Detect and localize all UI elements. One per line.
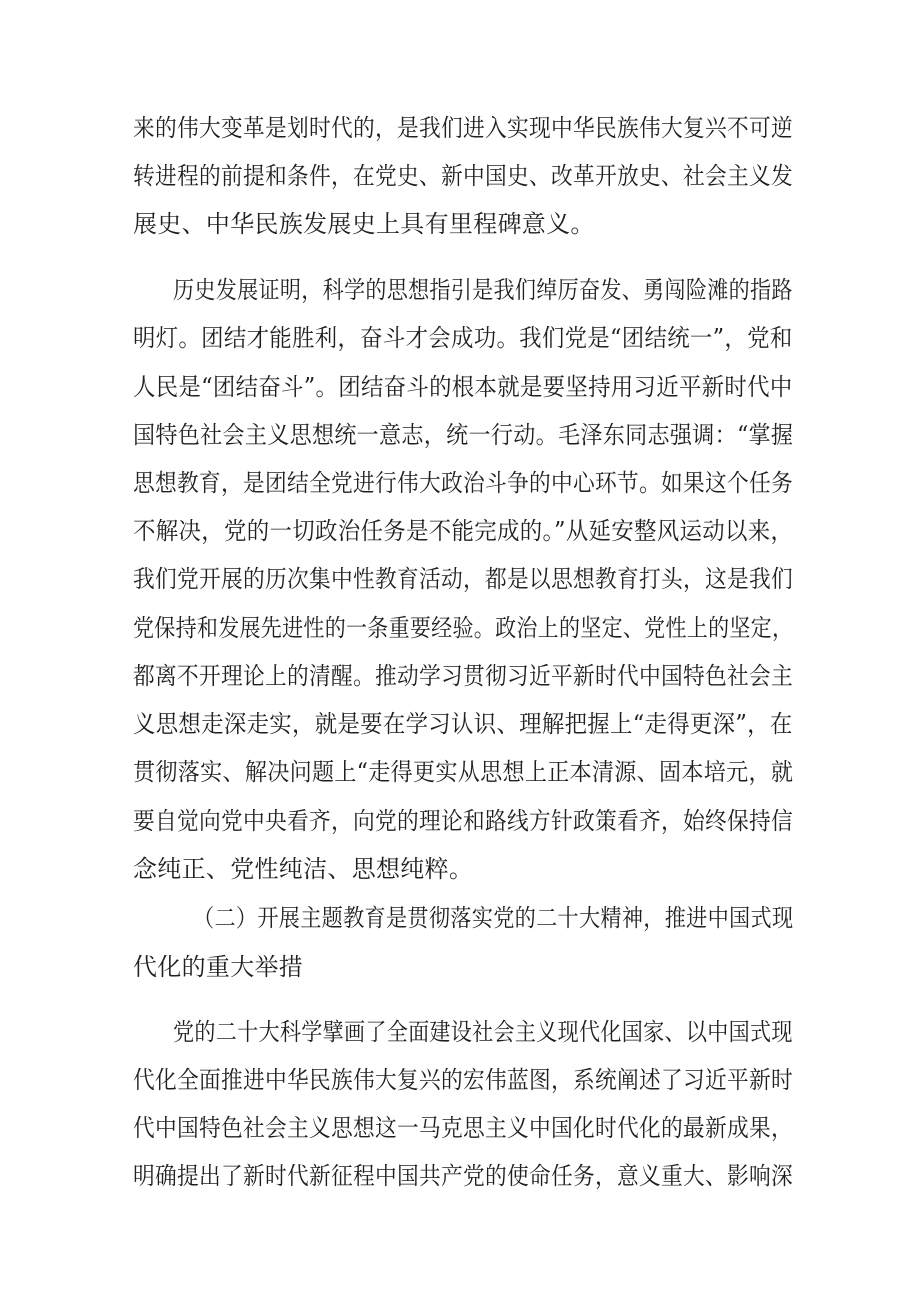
paragraph-2-line-13: 念纯正、党性纯洁、思想纯粹。 <box>133 855 474 883</box>
paragraph-2-line-12: 要自觉向党中央看齐，向党的理论和路线方针政策看齐，始终保持信 <box>133 807 793 835</box>
paragraph-2-line-6: 不解决，党的一切政治任务是不能完成的。”从延安整风运动以来， <box>133 517 794 545</box>
paragraph-2-line-10: 义思想走深走实，就是要在学习认识、理解把握上“走得更深”，在 <box>133 710 793 738</box>
paragraph-2-line-2: 明灯。团结才能胜利，奋斗才会成功。我们党是“团结统一”，党和 <box>133 324 793 352</box>
paragraph-2-line-4: 国特色社会主义思想统一意志，统一行动。毛泽东同志强调：“掌握 <box>133 421 794 449</box>
paragraph-2-line-7: 我们党开展的历次集中性教育活动，都是以思想教育打头，这是我们 <box>133 565 793 593</box>
paragraph-2-line-11: 贯彻落实、解决问题上“走得更实从思想上正本清源、固本培元，就 <box>133 758 794 786</box>
paragraph-3-line-1: 党的二十大科学擘画了全面建设社会主义现代化国家、以中国式现 <box>173 1018 793 1046</box>
paragraph-2-line-3: 人民是“团结奋斗”。团结奋斗的根本就是要坚持用习近平新时代中 <box>133 373 793 401</box>
section-heading-line-1: （二）开展主题教育是贯彻落实党的二十大精神，推进中国式现 <box>193 904 794 932</box>
paragraph-3-line-3: 代中国特色社会主义思想这一马克思主义中国化时代化的最新成果， <box>133 1114 793 1142</box>
paragraph-1-line-1: 来的伟大变革是划时代的，是我们进入实现中华民族伟大复兴不可逆 <box>133 114 793 142</box>
paragraph-2-line-9: 都离不开理论上的清醒。推动学习贯彻习近平新时代中国特色社会主 <box>133 662 793 690</box>
paragraph-1-line-2: 转进程的前提和条件，在党史、新中国史、改革开放史、社会主义发 <box>133 162 793 190</box>
paragraph-1-line-3: 展史、中华民族发展史上具有里程碑意义。 <box>133 210 595 238</box>
paragraph-2-line-1: 历史发展证明，科学的思想指引是我们绰厉奋发、勇闯险滩的指路 <box>173 276 793 304</box>
paragraph-3-line-4: 明确提出了新时代新征程中国共产党的使命任务，意义重大、影响深 <box>133 1162 793 1190</box>
paragraph-2-line-8: 党保持和发展先进性的一条重要经验。政治上的坚定、党性上的坚定， <box>133 614 794 642</box>
section-heading-line-2: 代化的重大举措 <box>133 953 304 981</box>
paragraph-3-line-2: 代化全面推进中华民族伟大复兴的宏伟蓝图，系统阐述了习近平新时 <box>133 1066 793 1094</box>
paragraph-2-line-5: 思想教育，是团结全党进行伟大政治斗争的中心环节。如果这个任务 <box>133 469 793 497</box>
